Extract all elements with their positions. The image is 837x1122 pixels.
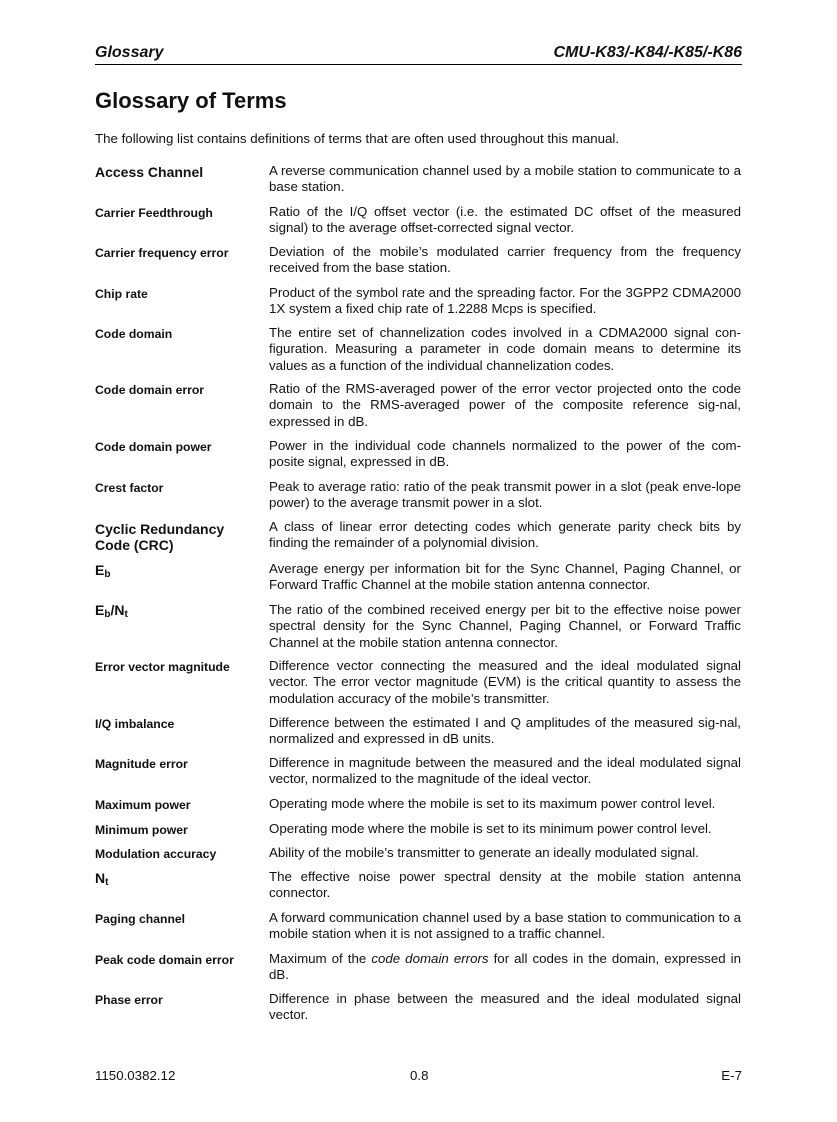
header-section: Glossary [95,44,164,61]
glossary-definition: Difference in phase between the measured and the ideal modulated signal vector. [269,991,741,1023]
term-symbol: E [95,602,105,618]
glossary-term: Phase error [95,993,163,1007]
glossary-term: Code domain error [95,383,205,397]
glossary-definition: Difference between the estimated I and Q amplitudes of the measured sig-nal, normalized and expressed in dB units. [269,715,741,747]
glossary-definition: Product of the symbol rate and the spreading factor. For the 3GPP2 CDMA2000 1X system a fixed chip rate of 1.2288 Mcps is specified. [269,285,741,317]
glossary-definition [269,951,741,984]
glossary-term: Chip rate [95,287,148,301]
glossary-term: Peak code domain error [95,953,234,967]
page-header [95,42,742,65]
glossary-term: Crest factor [95,481,164,495]
glossary-term: Minimum power [95,823,188,837]
glossary-definition: A class of linear error detecting codes which generate parity check bits by finding the remainder of a polynomial division. [269,519,741,551]
glossary-term: Access Channel [95,164,204,180]
glossary-definition: Ratio of the RMS-averaged power of the error vector projected onto the code domain to the RMS-averaged power of the composite reference sig-nal, expressed in dB. [269,381,741,429]
glossary-definition: Difference vector connecting the measured and the ideal modulated signal vector. The error vector magnitude (EVM) is the critical quantity to assess the modulation accuracy of the mobile’s transmitter. [269,658,741,706]
glossary-definition: Peak to average ratio: ratio of the peak transmit power in a slot (peak enve-lope power) to the average transmit power in a slot. [269,479,741,511]
page-title: Glossary of Terms [95,88,287,113]
term-subscript: b [104,569,111,580]
glossary-term [95,562,260,583]
intro-text: The following list contains definitions of terms that are often used throughout this manual. [95,131,620,146]
term-subscript: t [124,609,128,620]
term-subscript: b [104,609,111,620]
glossary-term: Cyclic Redundancy Code (CRC) [95,521,225,553]
header-product: CMU-K83/-K84/-K85/-K86 [553,44,742,61]
glossary-definition: The entire set of channelization codes involved in a CDMA2000 signal con-figuration. Measuring a parameter in code domain means to determine its values as a function of the individual channelization codes. [269,325,741,373]
glossary-definition: Average energy per information bit for the Sync Channel, Paging Channel, or Forward Traffic Channel at the mobile station antenna connector. [269,561,741,593]
glossary-definition: Operating mode where the mobile is set to its minimum power control level. [269,821,712,836]
definition-text: for all codes in the domain, expressed in dB. [269,951,741,983]
glossary-definition: The effective noise power spectral density at the mobile station antenna connector. [269,869,741,901]
definition-text: Maximum of the [269,951,372,966]
glossary-term: Carrier frequency error [95,246,229,260]
glossary-term [95,870,260,891]
term-symbol: N [95,870,106,886]
glossary-term: Modulation accuracy [95,847,217,861]
glossary-definition: Ability of the mobile’s transmitter to generate an ideally modulated signal. [269,845,699,860]
glossary-definition: Ratio of the I/Q offset vector (i.e. the estimated DC offset of the measured signal) to the average offset-corrected signal vector. [269,204,741,236]
glossary-term: Error vector magnitude [95,660,230,674]
glossary-definition: Deviation of the mobile’s modulated carrier frequency from the frequency received from the base station. [269,244,741,276]
footer-page-number: E-7 [721,1068,742,1083]
term-symbol: /N [110,602,125,618]
glossary-definition: A forward communication channel used by a base station to communication to a mobile station when it is not assigned to a traffic channel. [269,910,741,942]
footer-version: 0.8 [410,1068,429,1083]
footer-docnumber: 1150.0382.12 [95,1068,176,1083]
glossary-definition: A reverse communication channel used by a mobile station to communicate to a base station. [269,163,741,195]
glossary-term: Maximum power [95,798,191,812]
glossary-definition: Power in the individual code channels normalized to the power of the com-posite signal, expressed in dB. [269,438,741,470]
definition-emphasis: code domain errors [371,951,489,966]
glossary-term: Paging channel [95,912,186,926]
term-subscript: t [105,877,109,888]
glossary-term: Code domain power [95,440,212,454]
glossary-term: I/Q imbalance [95,717,175,731]
glossary-definition: Operating mode where the mobile is set to its maximum power control level. [269,796,716,811]
glossary-term [95,602,260,623]
glossary-term: Code domain [95,327,173,341]
glossary-definition: Difference in magnitude between the measured and the ideal modulated signal vector, normalized to the magnitude of the ideal vector. [269,755,741,787]
glossary-term: Carrier Feedthrough [95,206,213,220]
term-symbol: E [95,562,105,578]
glossary-definition: The ratio of the combined received energy per bit to the effective noise power spectral density for the Sync Channel, Paging Channel, or Forward Traffic Channel at the mobile station antenna connector. [269,602,741,650]
glossary-term: Magnitude error [95,757,188,771]
